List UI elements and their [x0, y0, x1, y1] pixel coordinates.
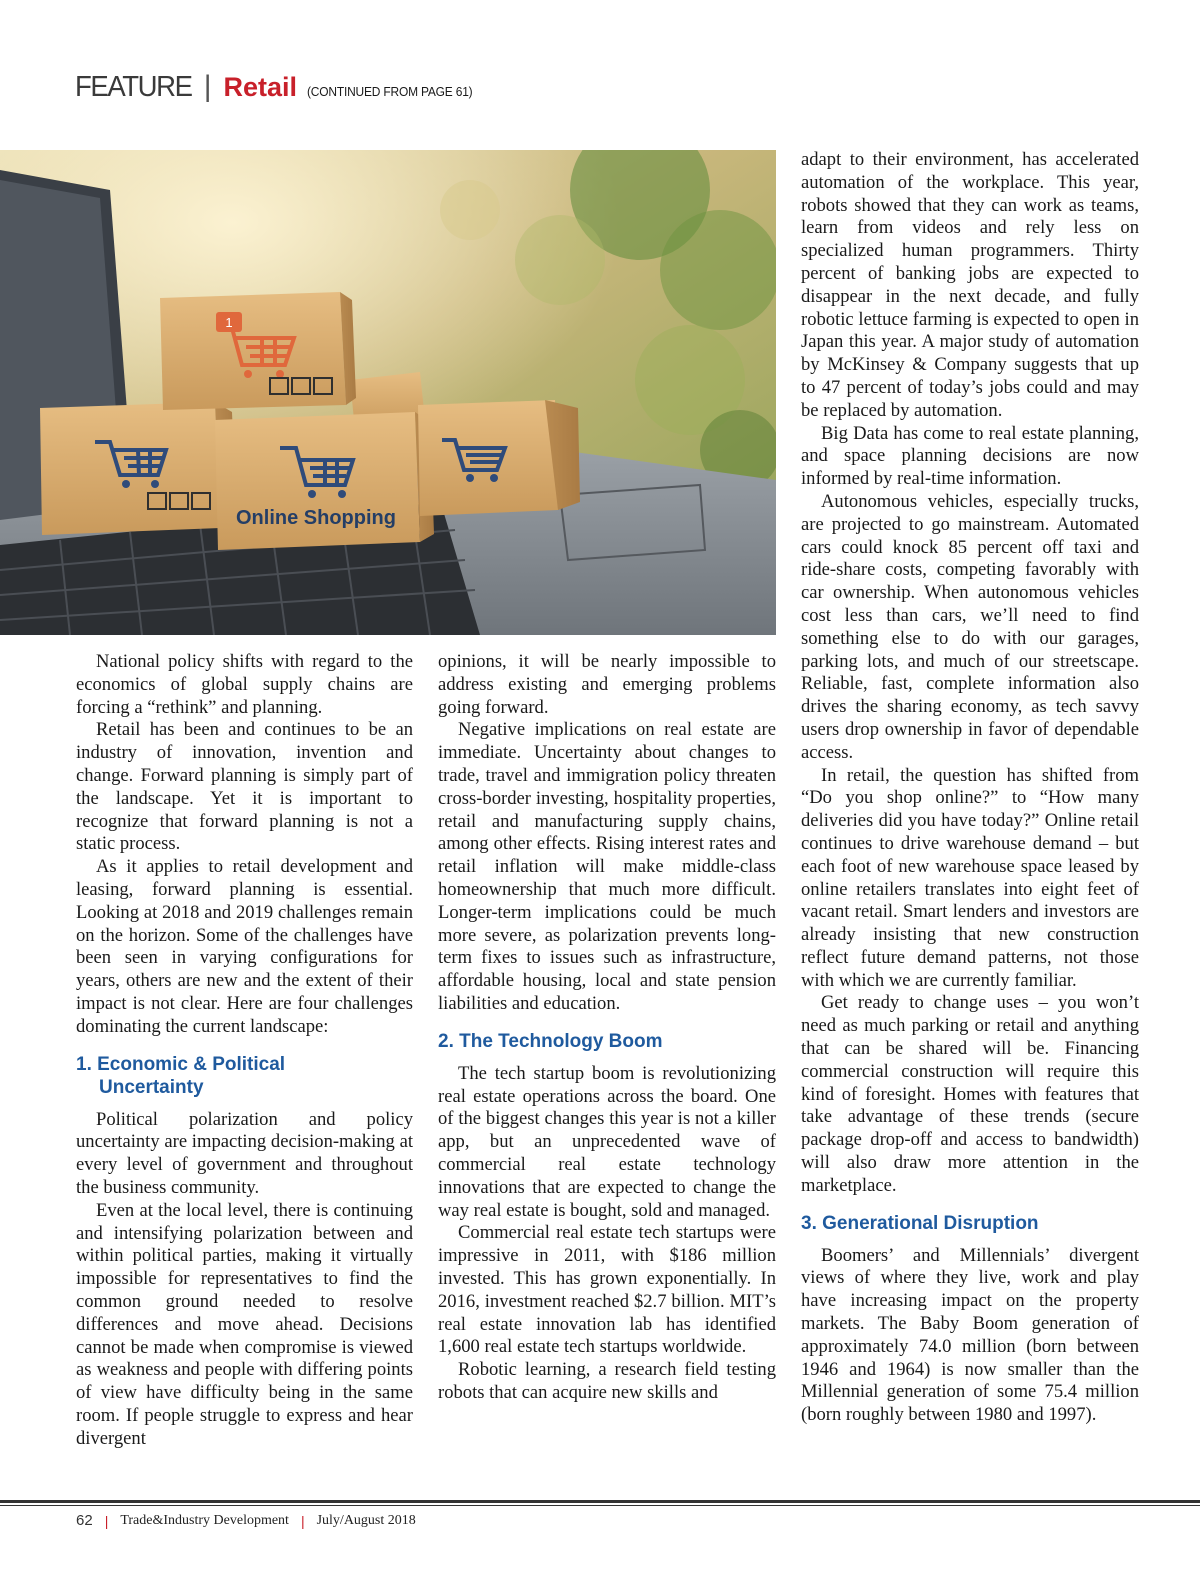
- subheading-generational-disruption: 3. Generational Disruption: [801, 1212, 1039, 1234]
- paragraph: Commercial real estate tech startups were impressive in 2011, with $186 million invested. This has grown exponentially. In 2016, investment reached $2.7 billion. MIT’s real estate innovation lab has identified 1,600 real estate tech startups worldwide.: [438, 1222, 776, 1358]
- subheading-technology-boom: 2. The Technology Boom: [438, 1030, 663, 1052]
- paragraph: adapt to their environment, has accelerated automation of the workplace. This year, robots showed that they can work as teams, learn from videos and rely less on specialized human programmers. Thirty percent of banking jobs are expected to disappear in the next decade, and fully robotic lettuce farming is expected to open in Japan this year. A major study of automation by McKinsey & Company suggests that up to 47 percent of today’s jobs could and may be replaced by automation.: [801, 149, 1139, 421]
- publication-name: Trade&Industry Development: [120, 1512, 289, 1528]
- topic-label: Retail: [223, 72, 298, 102]
- continued-note: (CONTINUED FROM PAGE 61): [307, 84, 473, 99]
- article-column-2: [438, 651, 776, 1405]
- paragraph: Get ready to change uses – you won’t need as much parking or retail and anything that can be shared will be. Financing commercial construction will require this kind of foresight. Homes with features that take advantage of these trends (secure package drop-off and access to bandwidth) will also draw more attention in the marketplace.: [801, 992, 1139, 1196]
- header-separator: |: [203, 70, 212, 103]
- online-shopping-photo: [0, 150, 776, 635]
- box-label: Online Shopping: [236, 507, 396, 529]
- paragraph: The tech startup boom is revolutionizing real estate operations across the board. One of the biggest changes this year is not a killer app, but an unprecedented wave of commercial real estate technology innovations that are expected to change the way real estate is bought, sold and managed.: [438, 1062, 776, 1221]
- footer-rule-thick: [0, 1500, 1200, 1503]
- cart-badge-number: 1: [225, 315, 233, 330]
- paragraph: Even at the local level, there is continuing and intensifying polarization between and within political parties, making it virtually impossible for representatives to find the common ground needed to resolve differences and move ahead. Decisions cannot be made when compromise is viewed as weakness and people with differing points of view have difficulty being in the same room. If people struggle to express and hear divergent: [76, 1199, 413, 1449]
- paragraph: National policy shifts with regard to the economics of global supply chains are forcing a “rethink” and planning.: [76, 651, 413, 718]
- article-column-3: [801, 149, 1139, 1427]
- page-footer: [76, 1512, 416, 1529]
- paragraph: Retail has been and continues to be an industry of innovation, invention and change. Forward planning is simply part of the landscape. Yet it is important to recognize that forward planning is not a static process.: [76, 719, 413, 855]
- paragraph: Negative implications on real estate are immediate. Uncertainty about changes to trade, travel and immigration policy threaten cross-border investing, hospitality properties, retail and manufacturing supply chains, among other effects. Rising interest rates and retail inflation will make middle-class homeownership that much more difficult. Longer-term implications could be much more severe, as polarization prevents long-term fixes to issues such as infrastructure, affordable housing, local and state pension liabilities and education.: [438, 719, 776, 1014]
- article-column-1: [76, 651, 413, 1451]
- issue-date: July/August 2018: [316, 1512, 416, 1528]
- footer-separator: |: [300, 1512, 305, 1529]
- subheading-line: 1. Economic & Political: [76, 1053, 286, 1075]
- paragraph: opinions, it will be nearly impossible to address existing and emerging problems going forward.: [438, 651, 776, 718]
- paragraph: Boomers’ and Millennials’ divergent views of where they live, work and play have increasing impact on the property markets. The Baby Boom generation of approximately 74.0 million (born between 1946 and 1964) is now smaller than the Millennial generation of some 75.4 million (born roughly between 1980 and 1997).: [801, 1244, 1139, 1426]
- paragraph: As it applies to retail development and leasing, forward planning is essential. Looking at 2018 and 2019 challenges remain on the horizon. Some of the challenges have been seen in varying configurations for years, others are new and the extent of their impact is not clear. Here are four challenges dominating the current landscape:: [76, 856, 413, 1037]
- section-label: FEATURE: [75, 71, 192, 103]
- subheading-line: Uncertainty: [99, 1076, 204, 1098]
- footer-separator: |: [104, 1512, 109, 1529]
- paragraph: Political polarization and policy uncertainty are impacting decision-making at every level of government and throughout the business community.: [76, 1108, 413, 1198]
- paragraph: In retail, the question has shifted from “Do you shop online?” to “How many deliveries did you have today?” Online retail continues to drive warehouse demand – but each foot of new warehouse space leased by online retailers translates into eight feet of vacant retail. Smart lenders and investors are already insisting that new construction reflect future demand patterns, not those with which we are currently familiar.: [801, 764, 1139, 991]
- subheading-economic-political-uncertainty: [76, 1053, 413, 1099]
- paragraph: Robotic learning, a research field testing robots that can acquire new skills and: [438, 1359, 776, 1403]
- paragraph: Autonomous vehicles, especially trucks, are projected to go mainstream. Automated cars could knock 85 percent off taxi and ride-share costs, competing favorably with car ownership. When autonomous vehicles cost less than cars, we’ll need to find something else to do with our garages, parking lots, and much of our streetscape. Reliable, fast, complete information also drives the sharing economy, as tech savvy users drop ownership in favor of dependable access.: [801, 490, 1139, 763]
- page-number: 62: [76, 1512, 93, 1529]
- page-header: [75, 70, 487, 110]
- footer-rule-thin: [0, 1505, 1200, 1506]
- paragraph: Big Data has come to real estate planning, and space planning decisions are now informed by real-time information.: [801, 422, 1139, 490]
